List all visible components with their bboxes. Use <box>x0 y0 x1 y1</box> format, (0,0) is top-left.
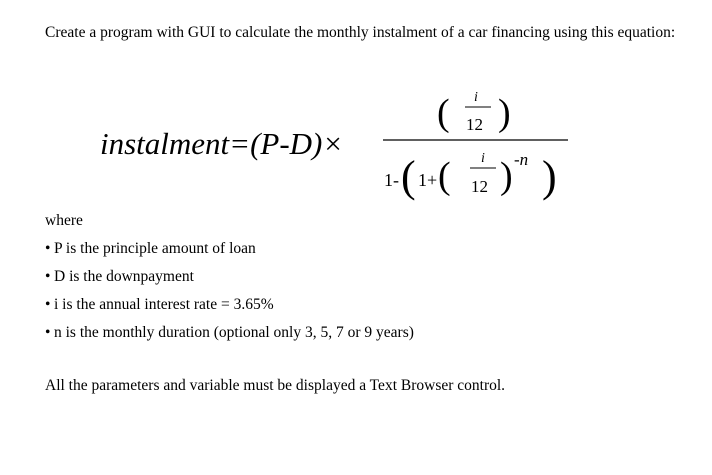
denominator-one-minus: 1- <box>384 170 399 190</box>
bullet-icon: • <box>45 268 51 285</box>
bullet-icon: • <box>45 324 51 341</box>
numerator-12: 12 <box>466 115 483 134</box>
bullet-icon: • <box>45 296 51 313</box>
bullet-icon: • <box>45 240 51 257</box>
denominator-outer-open-paren: ( <box>401 152 416 201</box>
denominator-inner-open-paren: ( <box>438 155 451 197</box>
intro-paragraph: Create a program with GUI to calculate the monthly instalment of a car financing using this equation: <box>45 24 676 41</box>
closing-paragraph: All the parameters and variable must be displayed a Text Browser control. <box>45 377 506 394</box>
denominator-outer-close-paren: ) <box>542 152 557 201</box>
numerator-i: i <box>474 90 478 105</box>
list-item <box>45 266 414 294</box>
denominator-i: i <box>481 151 485 166</box>
list-item-text: D is the downpayment <box>54 268 194 285</box>
where-label: where <box>45 212 83 229</box>
list-item <box>45 238 414 266</box>
list-item-text: n is the monthly duration (optional only 3, 5, 7 or 9 years) <box>54 324 414 341</box>
numerator-close-paren: ) <box>498 92 511 134</box>
numerator-open-paren: ( <box>437 92 450 134</box>
parameter-list <box>45 238 414 350</box>
list-item-text: i is the annual interest rate = 3.65% <box>54 296 274 313</box>
denominator-one-plus: 1+ <box>418 170 438 190</box>
denominator-exponent: -n <box>514 150 529 169</box>
list-item <box>45 294 414 322</box>
list-item <box>45 322 414 350</box>
denominator-12: 12 <box>471 177 488 196</box>
list-item-text: P is the principle amount of loan <box>54 240 256 257</box>
denominator-inner-close-paren: ) <box>500 155 513 197</box>
formula-lhs: instalment=(P-D)× <box>100 126 344 161</box>
